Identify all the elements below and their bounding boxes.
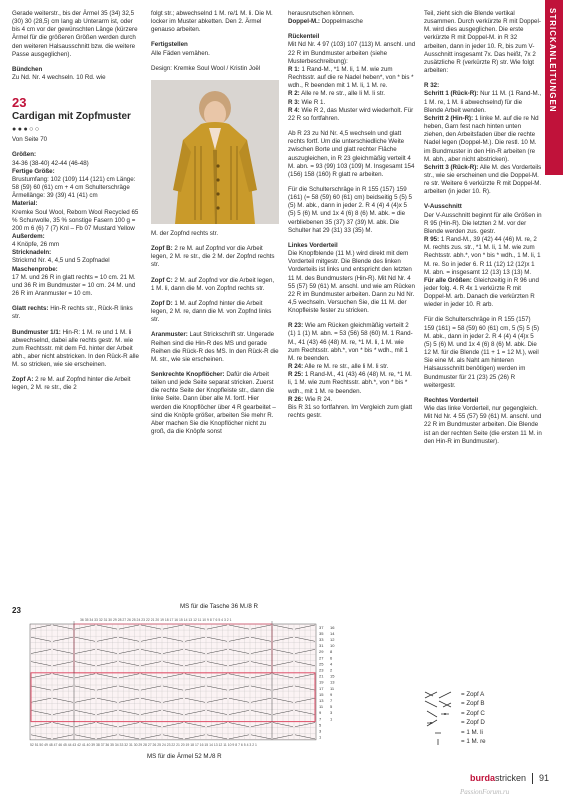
fertig-heading: Fertigstellen (151, 41, 188, 49)
design-credit: Design: Kremke Soul Wool / Kristin Joël (151, 64, 261, 72)
chart-row-number-right: 1 (330, 716, 333, 722)
chart-row-number: 37 (319, 624, 324, 630)
legend-zopf-d (423, 719, 533, 729)
linkes-text: Die Knopfblende (11 M.) wird direkt mit dem Vorderteil mitgestr. Die Blende des linken Vorderteils ist links und entspricht den letzten 11 M. des Bundmusters (Hin-R). Mit Nd Nr. 4 55 (57) 59 (61) M. anschl. und wie am Rücken 22 R im Bundmuster arbeiten. Dann zu Nd Nr. 4,5 wechseln. Versuchen Sie, die 11 M. der Knopfleiste fester zu stricken. (288, 250, 415, 315)
chart-row-number-right: 12 (330, 637, 335, 642)
chart-row-number-right: 7 (330, 698, 333, 703)
chart-bottom-label: MS für die Ärmel 52 M./8 R (147, 753, 222, 760)
step2-heading: Schritt 2 (Hin-R): (424, 114, 474, 122)
zopfb-heading: Zopf B: (151, 245, 173, 253)
r4-text: Wie R 2, das Muster wird wiederholt. Für 22 R so fortfahren. (288, 106, 414, 122)
chart-top-numbers: 36 35 34 33 32 31 30 29 28 27 26 25 24 23 22 21 20 19 18 17 16 15 14 13 12 11 10 9 8 7 6 5 4 3 2 1 (80, 618, 232, 622)
vaus-heading: V-Ausschnitt (424, 203, 462, 211)
fueralle-text: Gleichzeitig in R 96 und jeder folg. 4. R 4x 1 verkürzte R mit Doppel-M. arb. Danach die verkürzten R wieder in jeder 10. R arb. (424, 276, 539, 309)
chart-row-number-right: 6 (330, 655, 333, 661)
chart-row-number-right: 16 (330, 624, 335, 630)
zopf-d-symbol-icon (423, 719, 453, 727)
legend-label-d: = Zopf D (461, 719, 485, 727)
chart-row-number: 3 (319, 728, 322, 734)
zopfd-text: 1 M. auf Zopfnd hinter die Arbeit legen, 2 M. re, dann die M. von Zopfnd links str. (151, 299, 272, 324)
maschenprobe-heading: Maschenprobe: (12, 265, 58, 273)
fueralle-heading: Für alle Größen: (424, 276, 472, 284)
chart-bottom-numbers: 52 51 50 49 48 47 46 45 44 43 42 41 40 39 38 37 36 35 34 33 32 31 30 29 28 27 26 25 24 23 22 21 20 19 18 17 16 15 14 13 12 11 10 9 8 7 6 5 4 3 2 1 (30, 743, 257, 747)
zopfa-paragraph (12, 376, 140, 392)
pattern-title: Cardigan mit Zopfmuster (12, 111, 131, 123)
bund-heading: Bundmuster 1/1: (12, 328, 61, 336)
groessen-heading: Größen: (12, 151, 37, 159)
chart-row-number-right: 13 (330, 679, 335, 685)
zopfa-heading: Zopf A: (12, 376, 34, 384)
r26-paragraph (288, 396, 416, 404)
chart-row-number-right: 9 (330, 691, 333, 697)
brand-rest: stricken (495, 772, 527, 783)
chart-row-number-right: 5 (330, 704, 333, 710)
step3-text: Alle M. des Vorderteils str., wie sie erscheinen und die Doppel-M. re str. Weitere 6 verkürzte R mit Doppel-M. arbeiten (in jeder 10. R). (424, 163, 542, 196)
ausserdem-heading: Außerdem: (12, 232, 45, 240)
chart-row-number-right: 8 (330, 649, 333, 655)
page-reference: Von Seite 70 (12, 136, 48, 144)
zopf-a-symbol-icon (423, 691, 453, 699)
zopfb-paragraph (151, 245, 279, 269)
section-tab (545, 0, 563, 175)
chart-row-number-right: 14 (330, 630, 335, 636)
legend-label-c: = Zopf C (461, 709, 485, 717)
column-3 (288, 10, 416, 427)
brand-bold: burda (470, 772, 496, 783)
ruecken-heading: Rückenteil (288, 33, 320, 41)
r1-paragraph (288, 66, 416, 90)
chart-row-number: 23 (319, 667, 324, 673)
zopfd-paragraph (151, 300, 279, 324)
page-footer (470, 773, 549, 784)
chart-row-number: 13 (319, 698, 324, 703)
r95-heading: R 95: (424, 236, 440, 244)
material-heading: Material: (12, 200, 38, 208)
chart-row-number: 19 (319, 679, 324, 685)
r26-heading: R 26: (288, 395, 304, 403)
groessen-text: 34-36 (38-40) 42-44 (46-48) (12, 159, 89, 167)
ruecken-text: Mit Nd Nr. 4 97 (103) 107 (113) M. anschl. und 22 R im Bundmuster arbeiten (siehe Musterbeschreibung): (288, 41, 416, 65)
fertige-text: Brustumfang: 102 (109) 114 (121) cm Länge: 58 (59) 60 (61) cm + 4 cm Schulterschräge Ärmellänge: 39 (39) 41 (41) cm (12, 175, 136, 200)
knit-symbol-icon (423, 738, 453, 746)
zopf-c-symbol-icon (423, 710, 453, 718)
linkes-heading: Linkes Vorderteil (288, 241, 338, 249)
schulter-text: Für die Schulterschräge in R 155 (157) 159 (161) (= 58 (59) 60 (61) cm) beidseitig 5 (5) 5 (5) M. abk., dann in jeder 2. R 4 (4) 4 (4)x 5 (5) 5 (6) M. und 1x 4 (6) 8 (6) M. abk. = die verbliebenen 35 (37) 37 (39) M. abk. Die Schulter hat 29 (31) 33 (35) M. (288, 185, 412, 234)
aran-text: Laut Strickschrift str. Ungerade Reihen sind die Hin-R des MS und gerade Reihen die Rück-R des MS. In den Rück-R die M. str., wie sie erscheinen. (151, 331, 279, 363)
bis-r31-text: Bis R 31 so fortfahren. Im Vergleich zum glatt rechts gestr. (288, 403, 413, 420)
watermark: PassionForum.ru (460, 788, 510, 796)
chart-number: 23 (12, 606, 21, 615)
chart-row-number-right: 3 (330, 710, 333, 716)
zopfc-paragraph (151, 277, 279, 293)
legend-zopf-a (423, 690, 533, 700)
chart-row-number: 11 (319, 704, 324, 710)
r4-heading: R 4: (288, 106, 300, 114)
chart-legend (423, 690, 533, 747)
chart-row-number: 7 (319, 716, 322, 722)
r23-paragraph (288, 322, 416, 363)
legend-label-purl: = 1 M. li (461, 728, 483, 736)
r4-paragraph (288, 107, 416, 123)
knopf-text: Dafür die Arbeit teilen und jede Seite separat stricken. Zuerst die rechte Seite der Knopfleiste str., dann die linke Seite. Dann über alle M. fortf. Hier werden die Knopflöcher über 4 R gearbeitet – sind die Knöpfe größer, arbeiten Sie mehr R. Aber machen Sie die Knopflöcher nicht zu groß, da die Knöpfe sonst (151, 370, 276, 436)
fertige-heading: Fertige Größe: (12, 167, 55, 175)
model-photo (151, 80, 279, 224)
knopf-heading: Senkrechte Knopflöcher: (151, 370, 225, 378)
fertig-text: Alle Fäden vernähen. (151, 49, 210, 57)
r3-paragraph (288, 99, 416, 107)
zopfb-text: 2 re M. auf Zopfnd vor die Arbeit legen, 2 M. re str., die 2 M. der Zopfnd rechts str. (151, 245, 275, 269)
rechtes-heading: Rechtes Vorderteil (424, 396, 479, 404)
r3-text: Wie R 1. (301, 98, 326, 106)
ab-r23-text: Ab R 23 zu Nd Nr. 4,5 wechseln und glatt rechts fortf. Um die unterschiedliche Weite zwischen Borte und glatt rechter Fläche auszugleichen, in R 23 gleichmäßig verteilt 4 M. abn. = 93 (99) 103 (109) M. Insgesamt 154 (156) 158 (160) R glatt re arbeiten. (288, 130, 415, 178)
step1-paragraph (424, 90, 542, 114)
zopfa-continued: M. der Zopfnd rechts str. (151, 229, 219, 237)
aran-heading: Aranmuster: (151, 331, 188, 339)
material-text: Kremke Soul Wool, Reborn Wool Recycled 65 % Schurwolle, 35 % sonstige Fasern 100 g = 200 m 6 (6) 7 (7) Knl – Fb 07 Mustard Yellow (12, 208, 139, 232)
legend-zopf-c (423, 709, 533, 719)
chart-row-number: 15 (319, 691, 324, 697)
bund-paragraph (12, 329, 140, 370)
legend-label-a: = Zopf A (461, 690, 485, 698)
glatt-heading: Glatt rechts: (12, 305, 49, 313)
chart-row-number: 27 (319, 655, 324, 661)
doppel-paragraph (288, 18, 416, 26)
r3-heading: R 3: (288, 98, 300, 106)
zopf-b-symbol-icon (423, 700, 453, 708)
chart-row-number: 5 (319, 722, 322, 728)
r24-text: Alle re M. re str., alle li M. li str. (304, 363, 389, 371)
sleeve-intro: Gerade weiterstr., bis der Ärmel 35 (34) 32,5 (30) 30 (28,5) cm lang ab Unterarm ist, oder bis 4 cm vor der gewünschten Länge (kürzere Ärmel für die größeren Größen werden durch den weiteren Halsausschnitt bzw. die weitere Passe ausgeglichen). (12, 10, 138, 58)
zopfd-heading: Zopf D: (151, 299, 173, 307)
chart-row-number: 31 (319, 643, 324, 649)
footer-divider (532, 773, 533, 784)
bundchen-heading: Bündchen (12, 65, 43, 73)
short-rows-intro: Teil, zieht sich die Blende vertikal zusammen. Durch verkürzte R mit Doppel-M. wird dies ausgeglichen. Die erste verkürzte R mit Doppel-M. in R 32 arbeiten, dann in jeder 10. R, bis zum V-Ausschnitt insgesamt 7x. Das heißt, 7x 2 zusätzliche R (verkürzte R) str. Wie folgt arbeiten: (424, 10, 541, 75)
chart-row-number-right: 2 (330, 667, 333, 673)
ausserdem-text: 4 Knöpfe, 26 mm (12, 241, 60, 249)
rechtes-text: Wie das linke Vorderteil, nur gegengleich. Mit Nd Nr. 4 55 (57) 59 (61) M. anschl. und 22 R im Bundmuster arbeiten. Die Blende ist an der rechten Seite (die ersten 11 M. in den Hin-R im Bundmuster). (424, 405, 542, 445)
r23-text: Wie am Rücken gleichmäßig verteilt 2 (1) 1 (1) M. abn. = 53 (56) 58 (60) M. 1 Rand-M., 41 (43) 46 (48) M. re, *1 M. li, 1 M. wie zum Rechtsstr. abh.*, von * bis * wdh., mit 1 M. re beenden. (288, 322, 413, 362)
bundchen-text: Zu Nd. Nr. 4 wechseln. 10 Rd. wie (12, 74, 106, 82)
nadeln-text: Strickrnd Nr. 4, 4,5 und 5 Zopfnadel (12, 257, 110, 265)
r26-text: Wie R 24. (304, 395, 333, 403)
fueralle-paragraph (424, 277, 542, 310)
aran-paragraph (151, 331, 279, 364)
chart-row-number: 35 (319, 630, 324, 636)
step1-heading: Schritt 1 (Rück-R): (424, 90, 479, 98)
purl-symbol-icon (423, 729, 453, 737)
chart-row-number-right: 11 (330, 685, 335, 691)
r2-paragraph (288, 90, 416, 98)
r23-heading: R 23: (288, 322, 304, 330)
r24-paragraph (288, 363, 416, 371)
r32-heading: R 32: (424, 82, 440, 90)
section-tab-label: STRICKANLEITUNGEN (548, 8, 558, 113)
legend-zopf-b (423, 700, 533, 710)
legend-knit (423, 738, 533, 748)
chart-row-number: 29 (319, 649, 324, 655)
column-2 (151, 10, 279, 443)
chart-row-number-right: 15 (330, 673, 335, 679)
r24-heading: R 24: (288, 363, 304, 371)
legend-label-knit: = 1 M. re (461, 738, 486, 746)
zopfc-text: 2 M. auf Zopfnd vor die Arbeit legen, 1 M. li, dann die M. von Zopfnd rechts str. (151, 276, 275, 292)
difficulty-rating: ●●●○○ (12, 126, 41, 134)
chart-row-number-right: 10 (330, 643, 335, 649)
step3-paragraph (424, 164, 542, 197)
r25-paragraph (288, 371, 416, 395)
legend-purl (423, 728, 533, 738)
sleeve-end: folgt str.; abwechselnd 1 M. re/1 M. li. Die M. locker im Muster abketten. Den 2. Ärmel genauso arbeiten. (151, 10, 273, 34)
step2-text: 1 linke M. auf die re Nd heben, Garn fest nach hinten unten ziehen, den Arbeitsfaden über die rechte Nadel legen (Doppel-M.). Die restl. 10 M. im Bundmuster in den Hin-R arbeiten (re M. abh., aber nicht abstricken). (424, 114, 539, 163)
chart-row-number: 25 (319, 661, 324, 667)
knopf-paragraph (151, 371, 279, 436)
r2-heading: R 2: (288, 90, 300, 98)
chart-row-number-right: 4 (330, 661, 333, 667)
glatt-paragraph (12, 305, 140, 321)
chart-row-number: 21 (319, 673, 324, 679)
column-1 (12, 10, 140, 400)
r2-text: Alle re M. re str., alle li M. li str. (301, 90, 385, 98)
chart-row-labels (319, 625, 335, 740)
chart-top-label: MS für die Tasche 36 M./8 R (180, 603, 258, 610)
glatt-text: Hin-R rechts str., Rück-R links str. (12, 305, 133, 321)
step1-text: Nur 11 M. (1 Rand-M., 1 M. re, 1 M. li abwechselnd) für die Blende Arbeit wenden. (424, 90, 542, 114)
r25-text: 1 Rand-M., 41 (43) 46 (48) M. re, *1 M. li, 1 M. wie zum Rechtsstr. abh.*, von * bis * wdh., mit 1 M. re beenden. (288, 371, 412, 395)
doppel-text: Doppelmasche (321, 18, 363, 26)
vaus-text: Der V-Ausschnitt beginnt für alle Größen in R 95 (Hin-R). Die letzten 2 M. vor der Blende werden zus. gestr. (424, 211, 542, 235)
doppel-heading: Doppel-M.: (288, 18, 320, 26)
zopfa-text: 2 re M. auf Zopfnd hinter die Arbeit legen, 2 M. re str., die 2 (12, 376, 131, 392)
column-4 (424, 10, 542, 453)
chart-row-number: 1 (319, 734, 322, 740)
legend-label-b: = Zopf B (461, 700, 485, 708)
maschenprobe-text: 17 M. und 26 R in glatt rechts = 10 cm. 21 M. und 36 R im Bundmuster = 10 cm. 24 M. und 26 R im Aranmuster = 10 cm. (12, 273, 136, 298)
model-illustration (151, 80, 279, 224)
pattern-number: 23 (12, 95, 27, 111)
chart-grid (30, 621, 316, 740)
zopfc-heading: Zopf C: (151, 276, 173, 284)
nadeln-heading: Stricknadeln: (12, 249, 52, 257)
r1-text: 1 Rand-M., *1 M. li, 1 M. wie zum Rechtsstr. auf die re Nadel heben*, von * bis * wdh., R beenden mit 1 M. li, 1 M. re. (288, 65, 414, 90)
r1-heading: R 1: (288, 65, 300, 73)
step3-heading: Schritt 3 (Rück-R): (424, 163, 479, 171)
r95-paragraph (424, 236, 542, 277)
schulter-front-text: Für die Schulterschräge in R 155 (157) 159 (161) = 58 (59) 60 (61) cm, 5 (5) 5 (5) M. abk., dann in jeder 2. R 4 (4) 4 (4)x 5 (5) 5 (6) M. und 1x 4 (6) 8 (6) M. abk. Die 12 M. für die Blende (11 + 1 = 12 M.), weil Sie eine M. als Naht am hinteren Halsausschnitt benötigen) werden im Bundmuster für 21 (23) 25 (26) R weitergestr. (424, 316, 540, 389)
r95-text: 1 Rand-M., 39 (42) 44 (46) M. re, 2 M. rechts zus. str., *1 M. li, 1 M. wie zum Rechtsstr. abh.*, von * bis * wdh., 1 M. li, 1 M. re. So in jeder 6. R 11 (12) 12 (12)x 1 M. abn. = insgesamt 12 (13) 13 (13) M. (424, 236, 541, 276)
buttonhole-end: herausrutschen können. (288, 10, 355, 17)
page-number: 91 (539, 772, 550, 783)
chart-row-number: 33 (319, 637, 324, 642)
chart-row-number: 17 (319, 685, 324, 691)
chart-row-number: 9 (319, 710, 322, 716)
step2-paragraph (424, 115, 542, 164)
r25-heading: R 25: (288, 371, 304, 379)
bund-text: Hin-R: 1 M. re und 1 M. li abwechselnd, dabei alle rechts gestr. M. wie zum Rechtsstr. mit dem Fd. hinter der Arbeit abh., aber nicht abstricken. In den Rück-R alle M. so stricken, wie sie erscheinen. (12, 328, 139, 369)
